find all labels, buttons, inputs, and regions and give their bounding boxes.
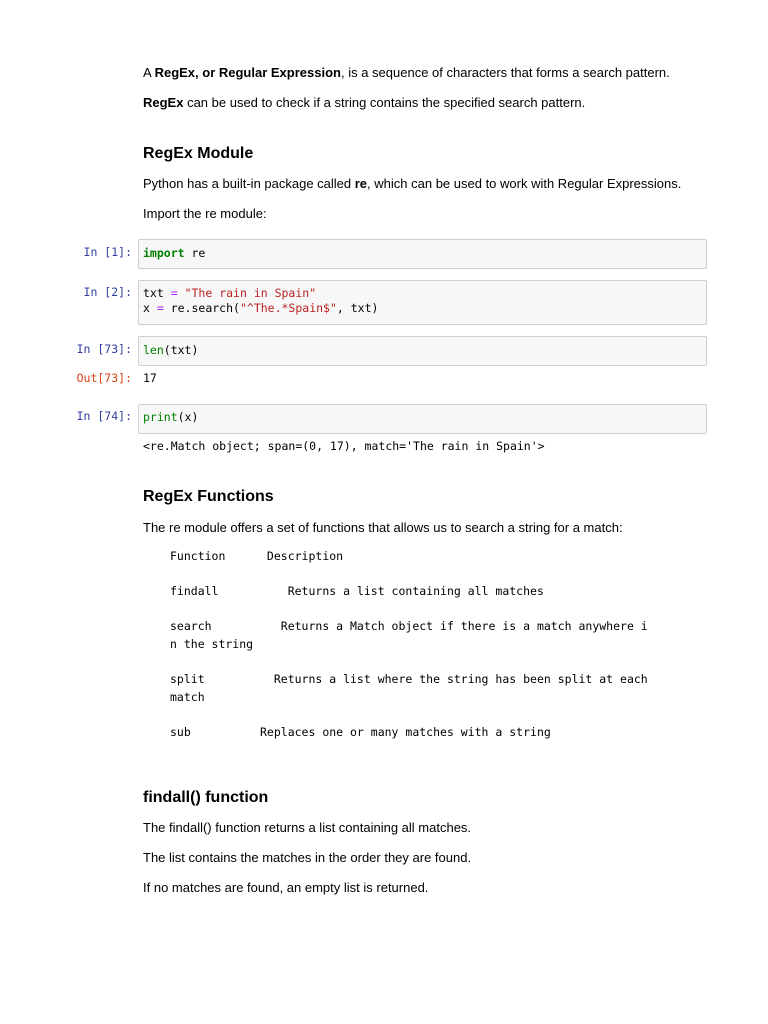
- intro-paragraph-2: [143, 94, 585, 111]
- functions-table-line: [170, 654, 648, 672]
- module-p1-suffix: , which can be used to work with Regular Expressions.: [367, 176, 682, 191]
- findall-paragraph-2: The list contains the matches in the order they are found.: [143, 850, 472, 865]
- code-token: re.search(: [163, 301, 240, 315]
- code-token: [178, 286, 185, 300]
- cell-73-output: 17: [143, 371, 157, 385]
- intro-p2-suffix: can be used to check if a string contains the specified search pattern.: [183, 95, 586, 110]
- intro-p1-suffix: , is a sequence of characters that forms a search pattern.: [340, 65, 670, 80]
- code-cell-74-source[interactable]: [143, 410, 198, 425]
- code-line: [143, 343, 198, 358]
- code-cell-1-source[interactable]: [143, 246, 205, 261]
- functions-table-line: findall Returns a list containing all matches: [170, 584, 544, 599]
- code-line: [143, 286, 378, 301]
- code-cell-73[interactable]: [138, 336, 707, 366]
- functions-table-line: split Returns a list where the string has been split at each: [170, 672, 648, 687]
- code-token: =: [170, 286, 178, 300]
- code-token: "^The.*Spain$": [239, 301, 337, 315]
- code-token: (txt): [163, 343, 199, 357]
- functions-table-line: Function Description: [170, 549, 344, 563]
- intro-p1-prefix: A: [143, 65, 155, 80]
- code-token: print: [143, 410, 178, 424]
- functions-table-line: n the string: [170, 636, 254, 651]
- code-token: "The rain in Spain": [184, 286, 317, 300]
- intro-paragraph-1: [143, 64, 670, 81]
- module-p1-bold: re: [354, 176, 368, 191]
- functions-heading: RegEx Functions: [143, 488, 274, 505]
- intro-p2-bold: RegEx: [143, 95, 184, 110]
- code-token: len: [143, 343, 164, 357]
- code-token: (x): [177, 410, 199, 424]
- cell-73-input-prompt: In [73]:: [76, 342, 132, 356]
- code-token: x: [143, 301, 157, 315]
- cell-73-output-prompt: Out[73]:: [76, 371, 132, 385]
- code-line: [143, 410, 198, 425]
- code-cell-73-source[interactable]: [143, 343, 198, 358]
- code-token: import: [143, 246, 185, 260]
- functions-table-line: [170, 566, 648, 584]
- code-line: [143, 246, 205, 261]
- functions-paragraph: The re module offers a set of functions that allows us to search a string for a match:: [143, 520, 623, 535]
- cell-74-input-prompt: In [74]:: [76, 409, 132, 423]
- code-token: , txt): [336, 301, 379, 315]
- functions-table-line: sub Replaces one or many matches with a string: [170, 724, 551, 739]
- module-paragraph-2: Import the re module:: [143, 206, 267, 221]
- code-cell-2-source[interactable]: [143, 286, 378, 316]
- code-token: txt: [143, 286, 171, 300]
- code-token: =: [156, 301, 164, 315]
- functions-table: [170, 548, 648, 742]
- functions-table-line: [170, 706, 648, 724]
- code-token: re: [184, 246, 206, 260]
- code-cell-2[interactable]: [138, 280, 707, 325]
- code-cell-1[interactable]: [138, 239, 707, 269]
- module-paragraph-1: [143, 175, 681, 192]
- findall-paragraph-3: If no matches are found, an empty list is returned.: [143, 880, 429, 895]
- functions-table-line: [170, 601, 648, 619]
- findall-paragraph-1: The findall() function returns a list containing all matches.: [143, 820, 472, 835]
- cell-1-input-prompt: In [1]:: [83, 245, 132, 259]
- functions-table-line: match: [170, 689, 205, 704]
- module-p1-prefix: Python has a built-in package called: [143, 176, 355, 191]
- findall-heading: findall() function: [143, 789, 269, 806]
- code-cell-74[interactable]: [138, 404, 707, 434]
- cell-74-output: <re.Match object; span=(0, 17), match='The rain in Spain'>: [143, 439, 545, 453]
- functions-table-line: search Returns a Match object if there is a match anywhere i: [170, 619, 648, 634]
- code-line: [143, 301, 378, 316]
- cell-2-input-prompt: In [2]:: [83, 285, 132, 299]
- intro-p1-bold: RegEx, or Regular Expression: [154, 65, 341, 80]
- module-heading: RegEx Module: [143, 145, 254, 162]
